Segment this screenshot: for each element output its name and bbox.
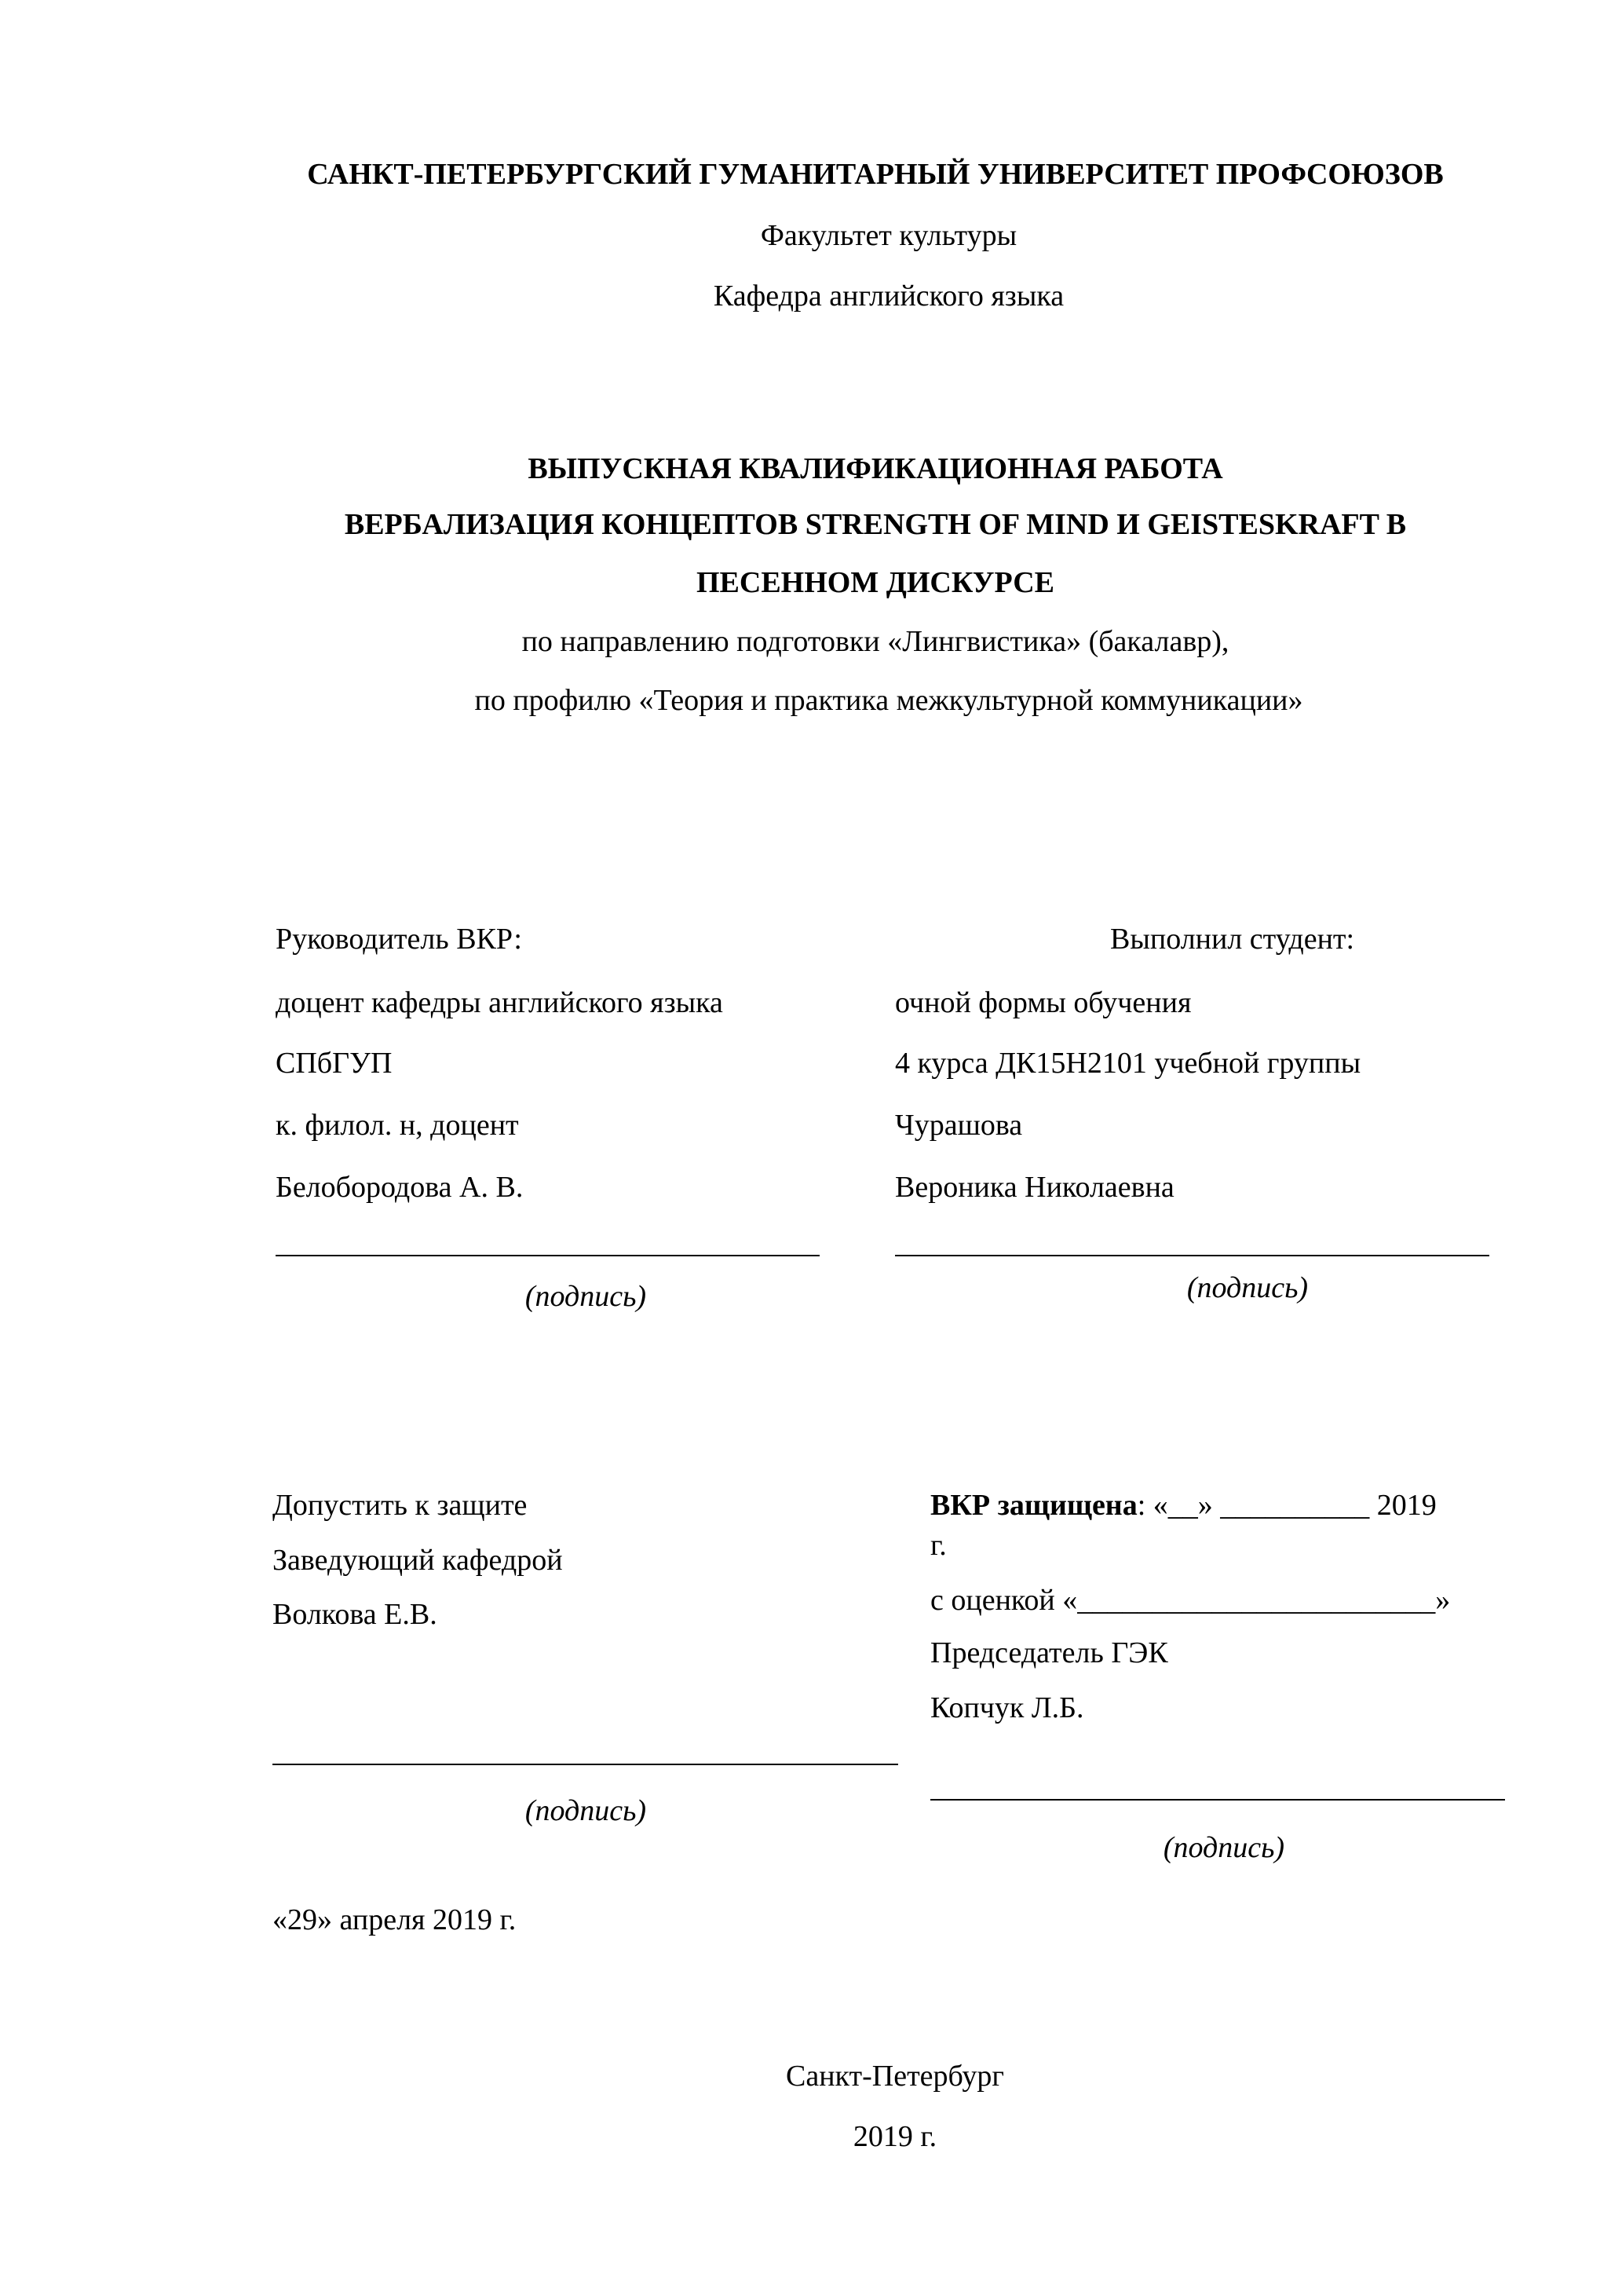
admission-signature-line (272, 1764, 898, 1765)
defense-signature-line (930, 1799, 1505, 1801)
study-profile: по профилю «Теория и практика межкультурной коммуникации» (474, 684, 1303, 717)
defense-label: ВКР защищена (930, 1489, 1138, 1522)
supervisor-heading: Руководитель ВКР: (276, 923, 522, 956)
defense-grade: с оценкой «________________________» (930, 1584, 1451, 1617)
gek-chair-name: Копчук Л.Б. (930, 1691, 1084, 1724)
supervisor-signature-label: (подпись) (524, 1280, 647, 1313)
department-name: Кафедра английского языка (713, 280, 1065, 313)
study-direction: по направлению подготовки «Лингвистика» (бакалавр), (521, 625, 1229, 658)
admission-signature-label: (подпись) (524, 1794, 647, 1827)
defense-year-suffix: г. (930, 1529, 947, 1562)
faculty-name: Факультет культуры (760, 219, 1017, 252)
supervisor-line: Белобородова А. В. (276, 1171, 524, 1204)
supervisor-line: СПбГУП (276, 1047, 393, 1080)
city: Санкт-Петербург (785, 2060, 1005, 2093)
admission-date: «29» апреля 2019 г. (272, 1903, 517, 1936)
university-name: САНКТ-ПЕТЕРБУРГСКИЙ ГУМАНИТАРНЫЙ УНИВЕРСИТЕТ ПРОФСОЮЗОВ (307, 158, 1444, 191)
year: 2019 г. (853, 2120, 937, 2153)
admission-line: Волкова Е.В. (272, 1598, 437, 1631)
work-title-line-2: ПЕСЕННОМ ДИСКУРСЕ (696, 566, 1055, 599)
student-signature-label: (подпись) (1186, 1271, 1309, 1304)
student-line: Вероника Николаевна (895, 1171, 1174, 1204)
supervisor-line: к. филол. н, доцент (276, 1109, 519, 1142)
defense-status (930, 1488, 1437, 1523)
student-line: 4 курса ДК15Н2101 учебной группы (895, 1047, 1361, 1080)
supervisor-signature-line (276, 1255, 820, 1256)
work-title-line-1: ВЕРБАЛИЗАЦИЯ КОНЦЕПТОВ STRENGTH OF MIND И GEISTESKRAFT В (344, 508, 1407, 541)
student-heading: Выполнил студент: (1110, 923, 1355, 956)
gek-chair-title: Председатель ГЭК (930, 1636, 1168, 1669)
admission-line: Допустить к защите (272, 1489, 528, 1522)
student-signature-line (895, 1255, 1489, 1256)
student-line: очной формы обучения (895, 986, 1192, 1019)
defense-date: : «__» __________ 2019 (1137, 1489, 1437, 1522)
student-line: Чурашова (895, 1109, 1023, 1142)
supervisor-line: доцент кафедры английского языка (276, 986, 723, 1019)
defense-signature-label: (подпись) (1163, 1831, 1285, 1864)
admission-line: Заведующий кафедрой (272, 1544, 563, 1577)
work-type: ВЫПУСКНАЯ КВАЛИФИКАЦИОННАЯ РАБОТА (528, 452, 1223, 485)
